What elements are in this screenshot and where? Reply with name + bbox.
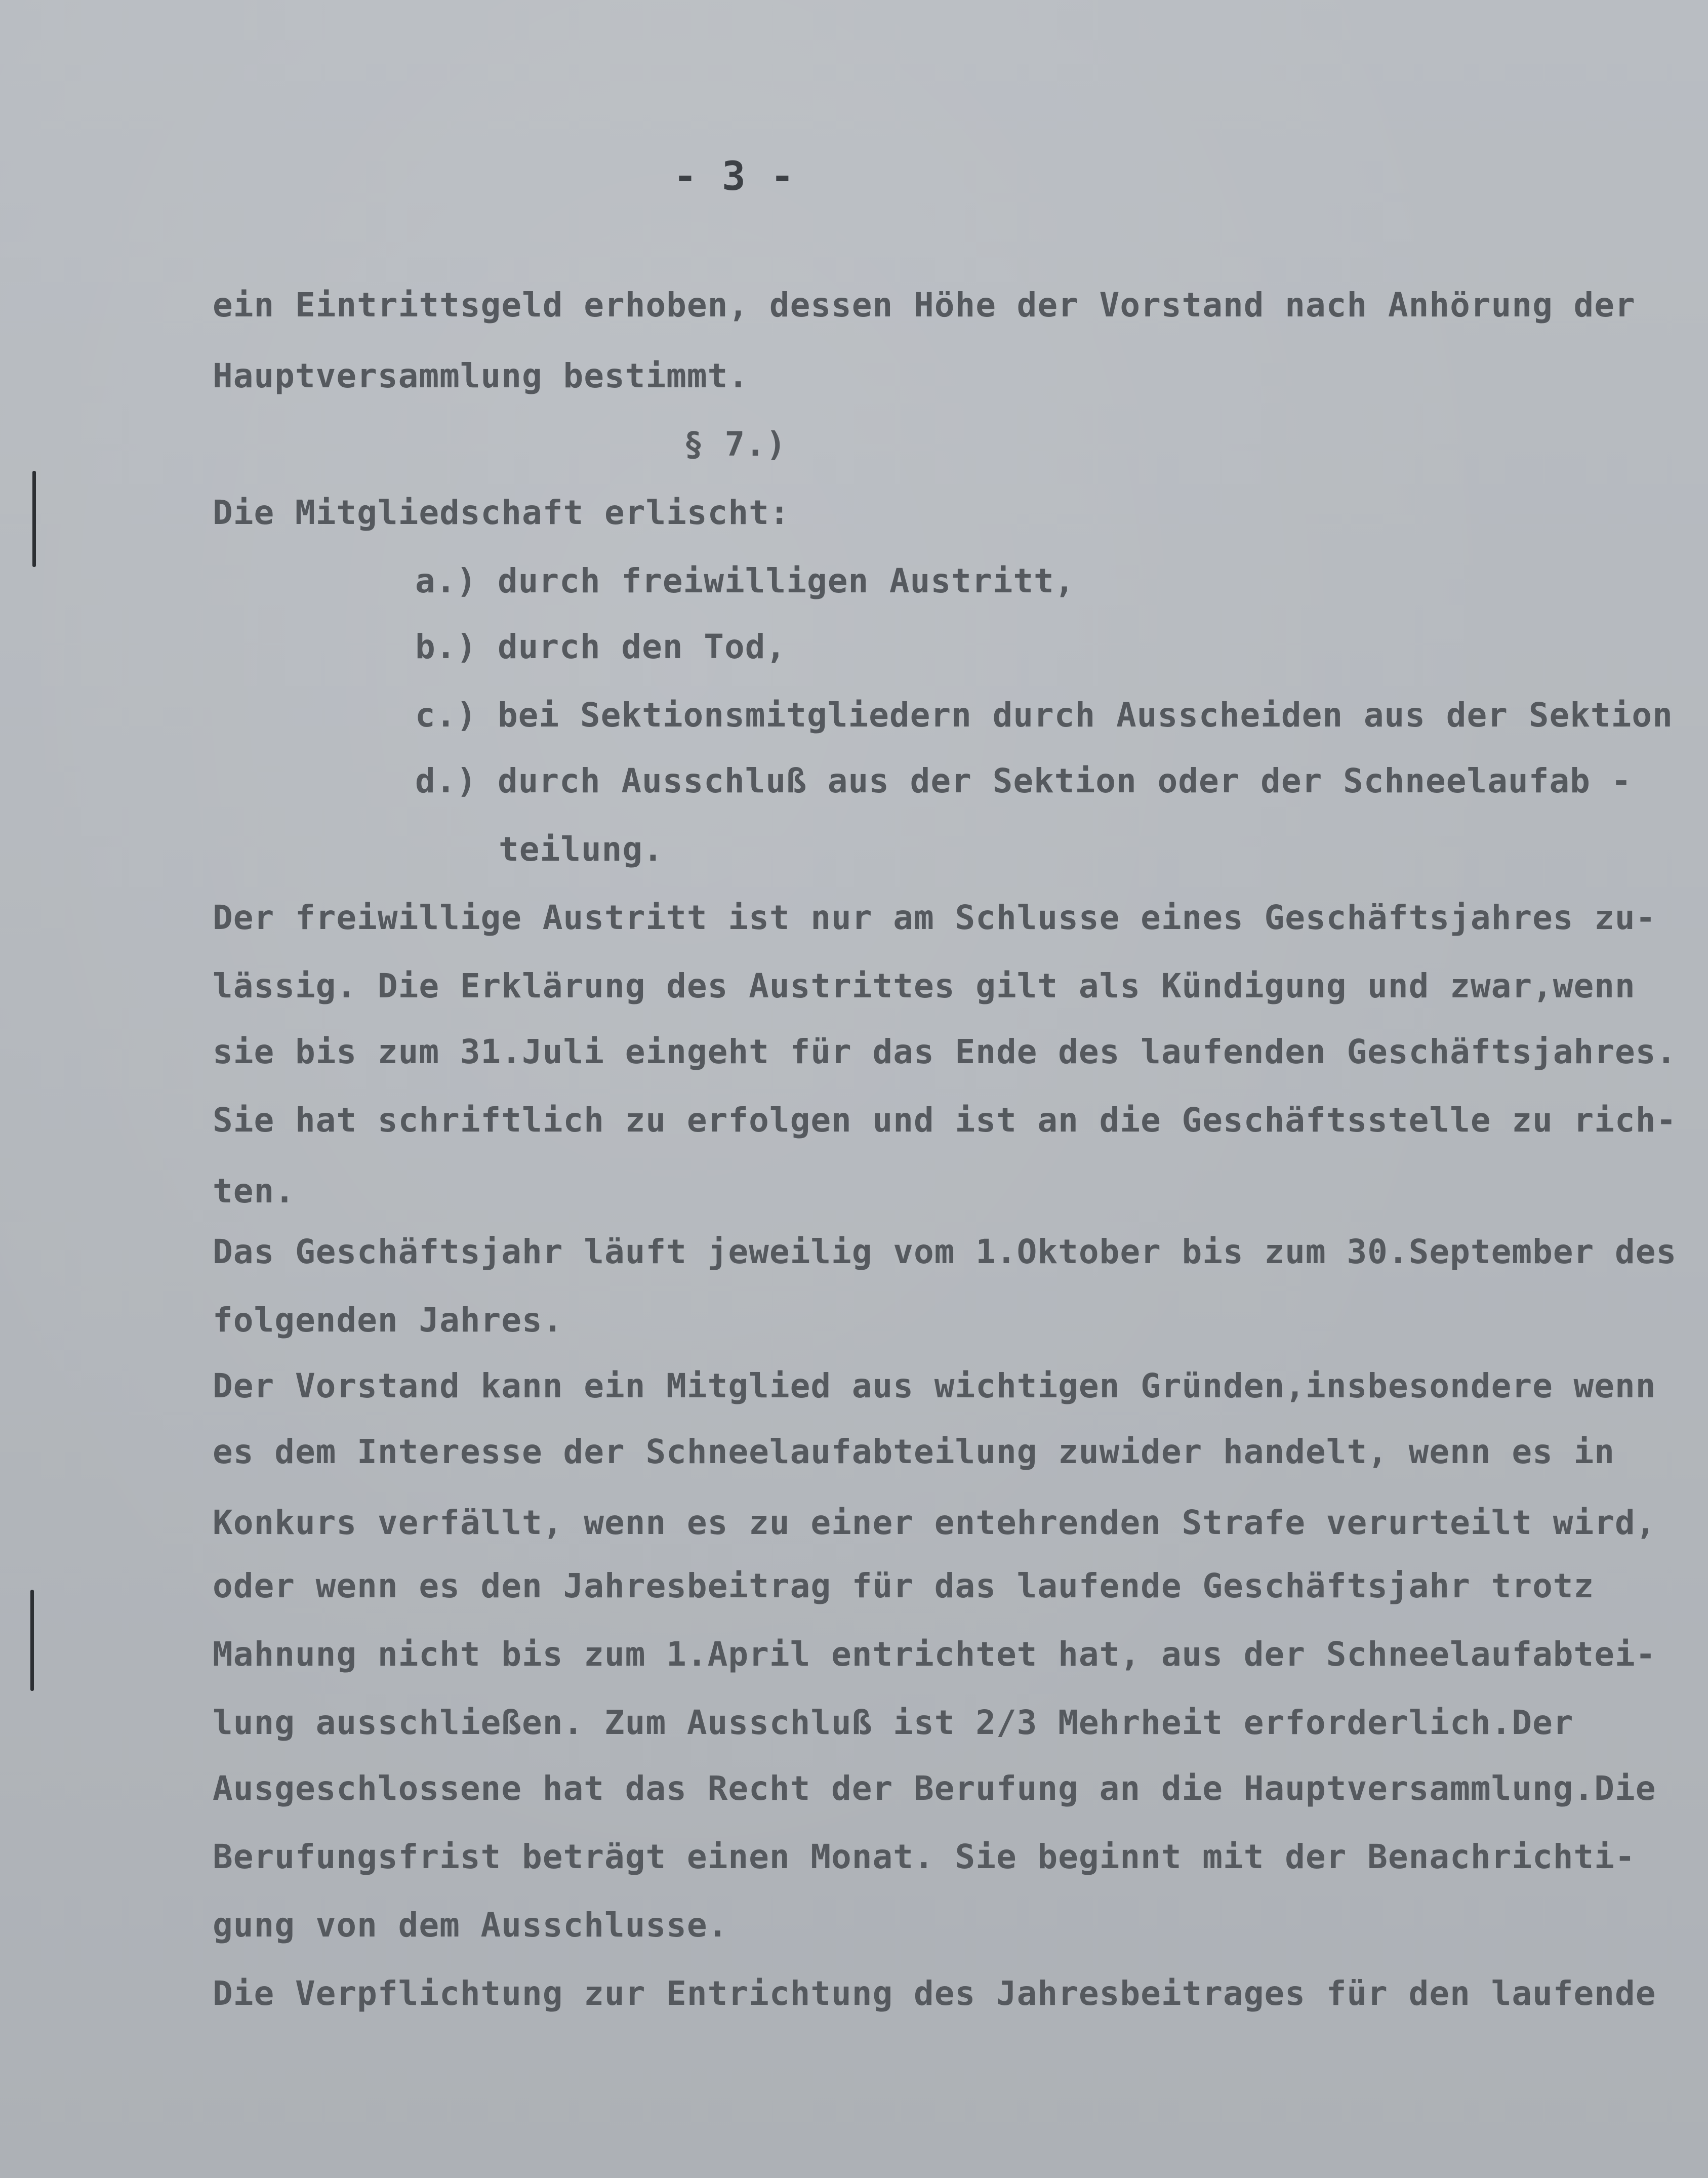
text-line: lung ausschließen. Zum Ausschluß ist 2/3 Mehrheit erforderlich.Der [213,1703,1574,1742]
text-line: Der freiwillige Austritt ist nur am Schlusse eines Geschäftsjahres zu- [213,898,1656,937]
text-line: Sie hat schriftlich zu erfolgen und ist an die Geschäftsstelle zu rich- [213,1101,1677,1140]
list-item: c.) bei Sektionsmitgliedern durch Ausscheiden aus der Sektion [415,696,1673,735]
text-line: Die Verpflichtung zur Entrichtung des Jahresbeitrages für den laufende [213,1974,1656,2013]
text-line: es dem Interesse der Schneelaufabteilung zuwider handelt, wenn es in [213,1432,1615,1471]
text-line: Der Vorstand kann ein Mitglied aus wichtigen Gründen,insbesondere wenn [213,1366,1656,1405]
text-line: Ausgeschlossene hat das Recht der Berufung an die Hauptversammlung.Die [213,1769,1656,1808]
binder-hole-mark-top [32,471,36,567]
text-line: folgenden Jahres. [213,1301,563,1340]
text-line: lässig. Die Erklärung des Austrittes gilt als Kündigung und zwar,wenn [213,966,1636,1005]
list-item-continuation: teilung. [499,830,664,869]
list-item: b.) durch den Tod, [415,627,787,666]
text-line: ein Eintrittsgeld erhoben, dessen Höhe der Vorstand nach Anhörung der [213,286,1636,325]
list-item: a.) durch freiwilligen Austritt, [415,561,1075,600]
binder-hole-mark-bottom [30,1590,34,1691]
section-heading: § 7.) [683,425,787,464]
list-item: d.) durch Ausschluß aus der Sektion oder der Schneelaufab - [415,761,1632,800]
text-line: ten. [213,1172,295,1211]
text-line: Mahnung nicht bis zum 1.April entrichtet hat, aus der Schneelaufabtei- [213,1635,1656,1674]
page-number: - 3 - [673,154,795,199]
text-line: Berufungsfrist beträgt einen Monat. Sie beginnt mit der Benachrichti- [213,1837,1636,1876]
text-line: oder wenn es den Jahresbeitrag für das laufende Geschäftsjahr trotz [213,1566,1595,1605]
text-line: Hauptversammlung bestimmt. [213,356,749,395]
text-line: gung von dem Ausschlusse. [213,1906,728,1945]
text-line: sie bis zum 31.Juli eingeht für das Ende des laufenden Geschäftsjahres. [213,1032,1677,1071]
text-line: Das Geschäftsjahr läuft jeweilig vom 1.Oktober bis zum 30.September des [213,1232,1677,1271]
text-line: Die Mitgliedschaft erlischt: [213,493,790,532]
text-line: Konkurs verfällt, wenn es zu einer entehrenden Strafe verurteilt wird, [213,1503,1656,1542]
